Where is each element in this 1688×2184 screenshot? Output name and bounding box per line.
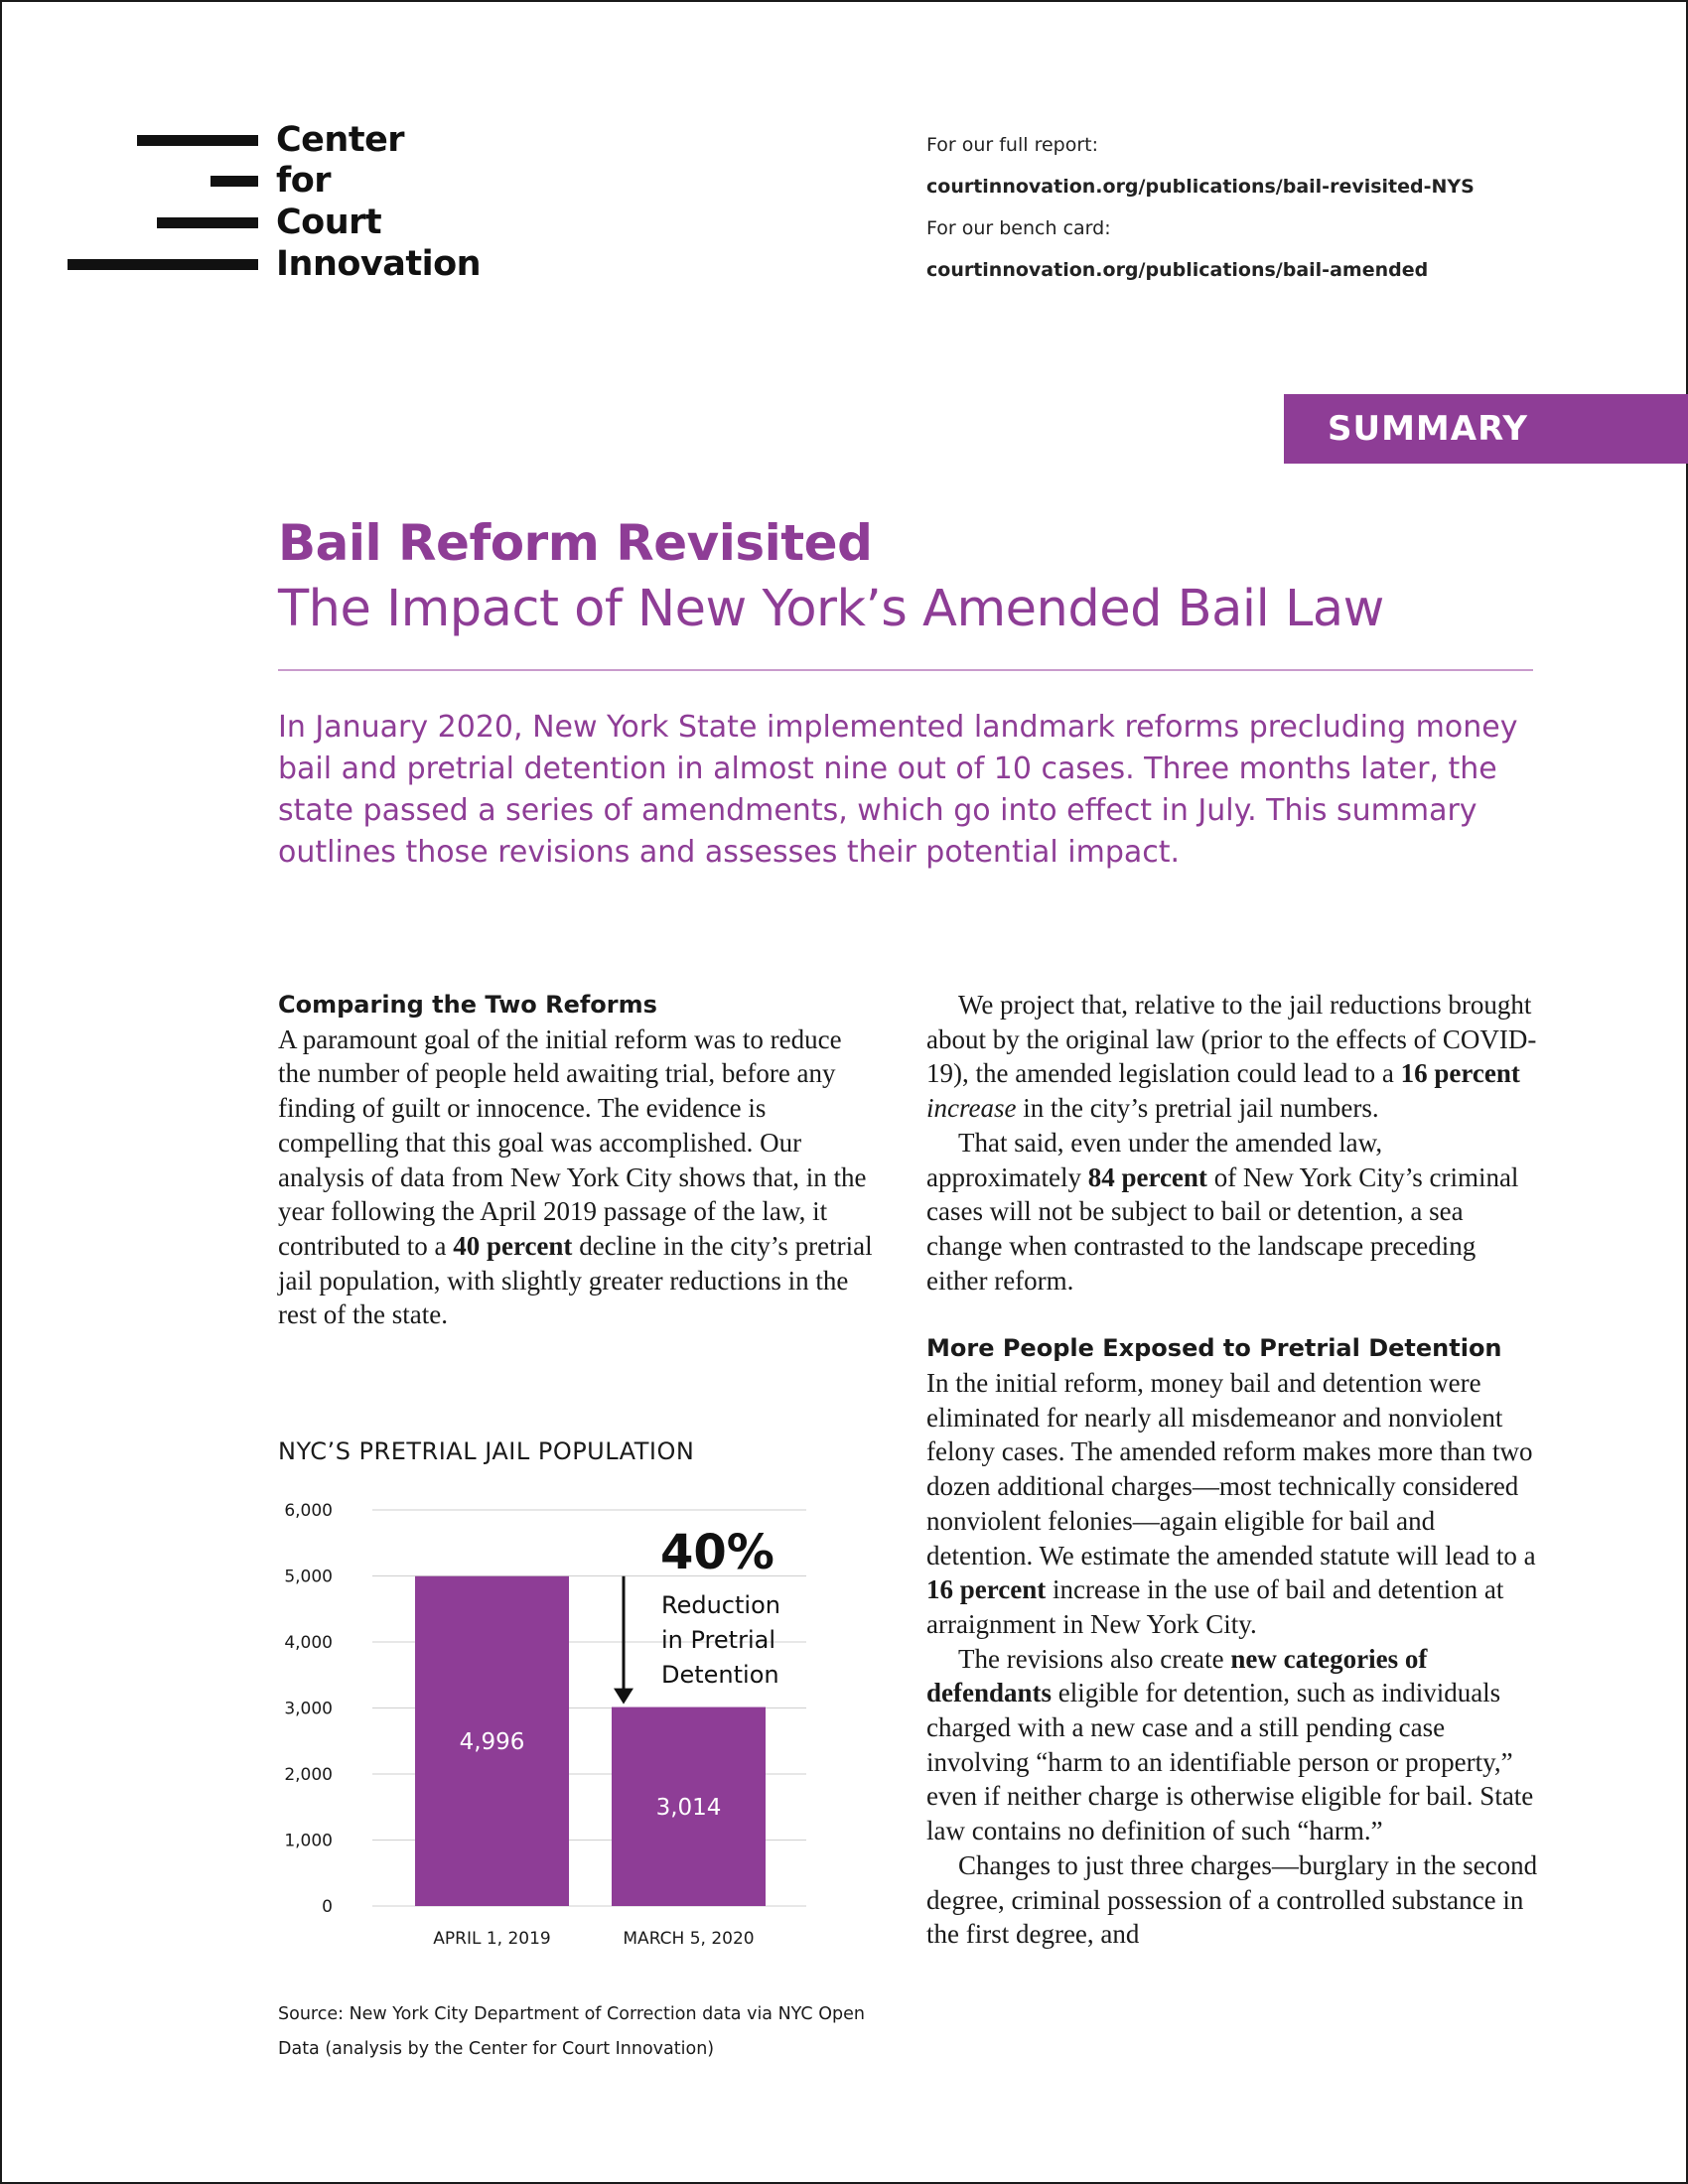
reduction-caption-line: Detention — [661, 1661, 779, 1689]
right-p4-text-a: The revisions also create — [958, 1643, 1231, 1674]
full-report-link[interactable]: courtinnovation.org/publications/bail-revisited-NYS — [926, 176, 1475, 198]
summary-tab: SUMMARY — [1284, 394, 1688, 464]
right-p2-text-b: of New York City’s criminal cases will not be subject to bail or detention, a sea change when contrasted to the landscape preceding either reform. — [926, 1161, 1519, 1296]
y-tick-label: 3,000 — [284, 1699, 333, 1719]
logo-word-for: for — [276, 161, 332, 201]
right-paragraph-2 — [926, 1126, 1542, 1298]
left-p1-bold: 40 percent — [453, 1230, 573, 1261]
bar-value-label: 3,014 — [655, 1794, 722, 1821]
y-tick-label: 1,000 — [284, 1831, 333, 1851]
section-heading-more-people: More People Exposed to Pretrial Detention — [926, 1334, 1502, 1363]
left-paragraph-1 — [278, 1023, 874, 1332]
bar-value-label: 4,996 — [459, 1728, 525, 1755]
y-tick-label: 4,000 — [284, 1633, 333, 1653]
x-category-label: APRIL 1, 2019 — [433, 1929, 551, 1949]
logo-word-court: Court — [276, 203, 382, 242]
right-p1-text-a: We project that, relative to the jail reductions brought about by the original law (prior to the effects of COVID-19), the amended legislation could lead to a — [926, 990, 1537, 1089]
right-p2-bold: 84 percent — [1087, 1161, 1207, 1192]
logo-word-center: Center — [276, 120, 405, 160]
right-p1-text-b: in the city’s pretrial jail numbers. — [1016, 1093, 1379, 1124]
intro-paragraph: In January 2020, New York State implemented landmark reforms precluding money bail and pretrial detention in almost nine out of 10 cases. Three months later, the state passed a series of amendments, which go into effect in July. This summary outlines those revisions and assesses their potential impact. — [278, 710, 1518, 870]
right-p3-bold: 16 percent — [926, 1574, 1047, 1605]
report-links — [926, 133, 1482, 300]
right-p3-text-b: increase in the use of bail and detention at arraignment in New York City. — [926, 1574, 1504, 1639]
center-for-court-innovation-logo — [68, 119, 485, 293]
logo-word-innovation: Innovation — [276, 244, 482, 284]
left-p1-text-a: A paramount goal of the initial reform was to reduce the number of people held awaiting trial, before any finding of guilt or innocence. The evidence is compelling that this goal was accomplished. Our analysis of data from New York City shows that, in the year following the April 2019 passage of the law, it contributed to a — [278, 1024, 867, 1261]
y-tick-label: 6,000 — [284, 1501, 333, 1521]
logo-bar-2 — [211, 176, 258, 187]
bench-card-label: For our bench card: — [926, 217, 1111, 239]
logo-bar-3 — [157, 217, 258, 228]
reduction-caption-line: in Pretrial — [661, 1626, 775, 1654]
right-p2-text-a: That said, even under the amended law, approximately — [926, 1127, 1383, 1192]
right-p4-bold: new categories of defendants — [926, 1643, 1428, 1708]
page-subtitle: The Impact of New York’s Amended Bail Law — [278, 580, 1384, 638]
right-p4-text-b: eligible for detention, such as individuals charged with a new case and a still pending case involving “harm to an identifiable person or property,” even if neither charge is otherwise eligible for bail. State law contains no definition of such “harm.” — [926, 1678, 1534, 1846]
y-tick-label: 5,000 — [284, 1567, 333, 1587]
chart-source-note: Source: New York City Department of Correction data via NYC Open Data (analysis by the Center for Court Innovation) — [278, 2004, 865, 2059]
right-p1-italic: increase — [926, 1093, 1017, 1124]
full-report-label: For our full report: — [926, 134, 1099, 156]
right-paragraph-4 — [926, 1642, 1542, 1848]
left-p1-text-b: decline in the city’s pretrial jail population, with slightly greater reductions in the rest of the state. — [278, 1230, 873, 1330]
y-tick-label: 2,000 — [284, 1765, 333, 1785]
logo-bar-1 — [137, 135, 258, 146]
y-tick-label: 0 — [322, 1897, 333, 1917]
section-heading-comparing: Comparing the Two Reforms — [278, 991, 657, 1019]
x-category-label: MARCH 5, 2020 — [623, 1929, 755, 1949]
logo-bar-4 — [68, 259, 258, 270]
bench-card-link[interactable]: courtinnovation.org/publications/bail-amended — [926, 259, 1429, 281]
pretrial-jail-population-chart — [248, 1484, 844, 1961]
right-p1-bold: 16 percent — [1400, 1058, 1520, 1089]
page-title: Bail Reform Revisited — [278, 514, 873, 572]
right-p3-text-a: In the initial reform, money bail and detention were eliminated for nearly all misdemeanor and nonviolent felony cases. The amended reform makes more than two dozen additional charges—most technically considered nonviolent felonies—again eligible for bail and detention. We estimate the amended statute will lead to a — [926, 1368, 1536, 1570]
reduction-percent-label: 40% — [660, 1525, 774, 1580]
right-paragraph-1 — [926, 988, 1542, 1126]
reduction-caption-line: Reduction — [661, 1591, 780, 1619]
right-column — [926, 988, 1542, 1952]
title-divider — [278, 669, 1533, 671]
paragraph-gap — [926, 1297, 1542, 1331]
chart-title: NYC’S PRETRIAL JAIL POPULATION — [278, 1437, 695, 1465]
right-paragraph-3 — [926, 1366, 1542, 1642]
right-paragraph-5: Changes to just three charges—burglary in the second degree, criminal possession of a controlled substance in the first degree, and — [926, 1849, 1538, 1950]
reduction-arrow-head — [614, 1689, 633, 1705]
left-column — [278, 988, 874, 1332]
